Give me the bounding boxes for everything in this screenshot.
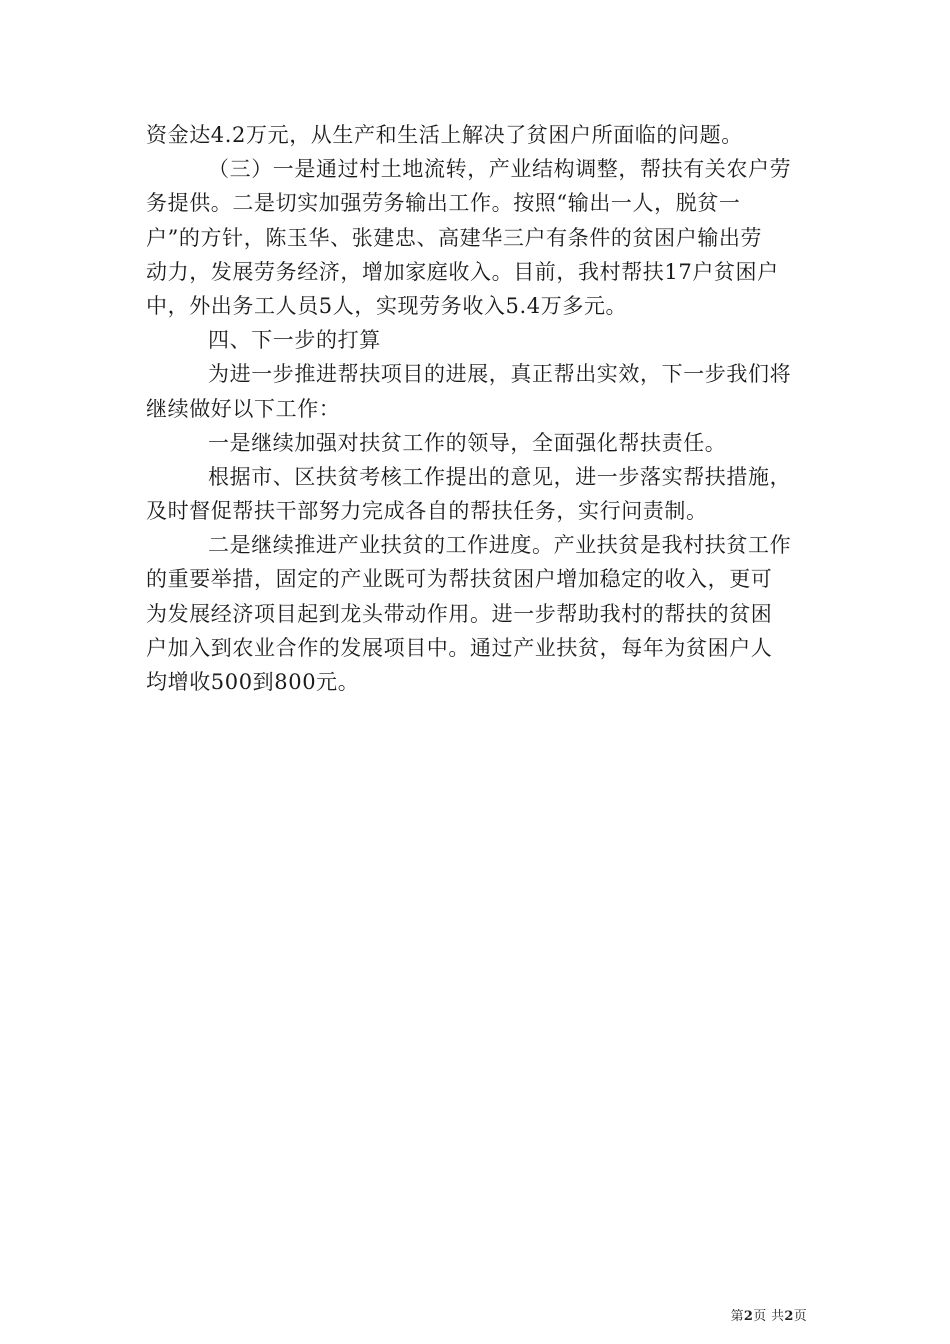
- page-footer: [731, 1305, 807, 1324]
- text-line: 户”的方针，陈玉华、张建忠、高建华三户有条件的贫困户输出劳: [146, 225, 763, 250]
- text-line: 为进一步推进帮扶项目的进展，真正帮出实效，下一步我们将: [208, 362, 792, 387]
- text-line: 根据市、区扶贫考核工作提出的意见，进一步落实帮扶措施，: [208, 464, 792, 489]
- text-line: 中，外出务工人员5人，实现劳务收入5.4万多元。: [146, 293, 628, 318]
- text-line: 均增收500到800元。: [146, 670, 360, 694]
- text-line: 的重要举措，固定的产业既可为帮扶贫困户增加稳定的收入，更可: [146, 567, 773, 592]
- text-line: 务提供。二是切实加强劳务输出工作。按照“输出一人，脱贫一: [146, 191, 741, 216]
- footer-middle: 页 共: [753, 1309, 785, 1324]
- text-line: 资金达4.2万元，从生产和生活上解决了贫困户所面临的问题。: [146, 123, 743, 147]
- footer-suffix: 页: [793, 1309, 807, 1324]
- footer-prefix: 第: [730, 1309, 744, 1324]
- text-line: 一是继续加强对扶贫工作的领导，全面强化帮扶责任。: [208, 430, 727, 455]
- section-heading: 四、下一步的打算: [208, 328, 381, 353]
- text-line: 动力，发展劳务经济，增加家庭收入。目前，我村帮扶17户贫困户: [146, 259, 779, 284]
- footer-total-pages: 2: [784, 1309, 794, 1324]
- footer-page-number: 2: [743, 1309, 754, 1324]
- text-line: 及时督促帮扶干部努力完成各自的帮扶任务，实行问责制。: [146, 499, 708, 524]
- text-line: （三）一是通过村土地流转，产业结构调整，帮扶有关农户劳: [208, 157, 792, 182]
- text-line: 继续做好以下工作：: [146, 396, 341, 421]
- text-line: 户加入到农业合作的发展项目中。通过产业扶贫，每年为贫困户人: [146, 635, 773, 660]
- text-line: 二是继续推进产业扶贫的工作进度。产业扶贫是我村扶贫工作: [208, 533, 792, 558]
- document-body: [146, 118, 808, 699]
- text-line: 为发展经济项目起到龙头带动作用。进一步帮助我村的帮扶的贫困: [146, 601, 773, 626]
